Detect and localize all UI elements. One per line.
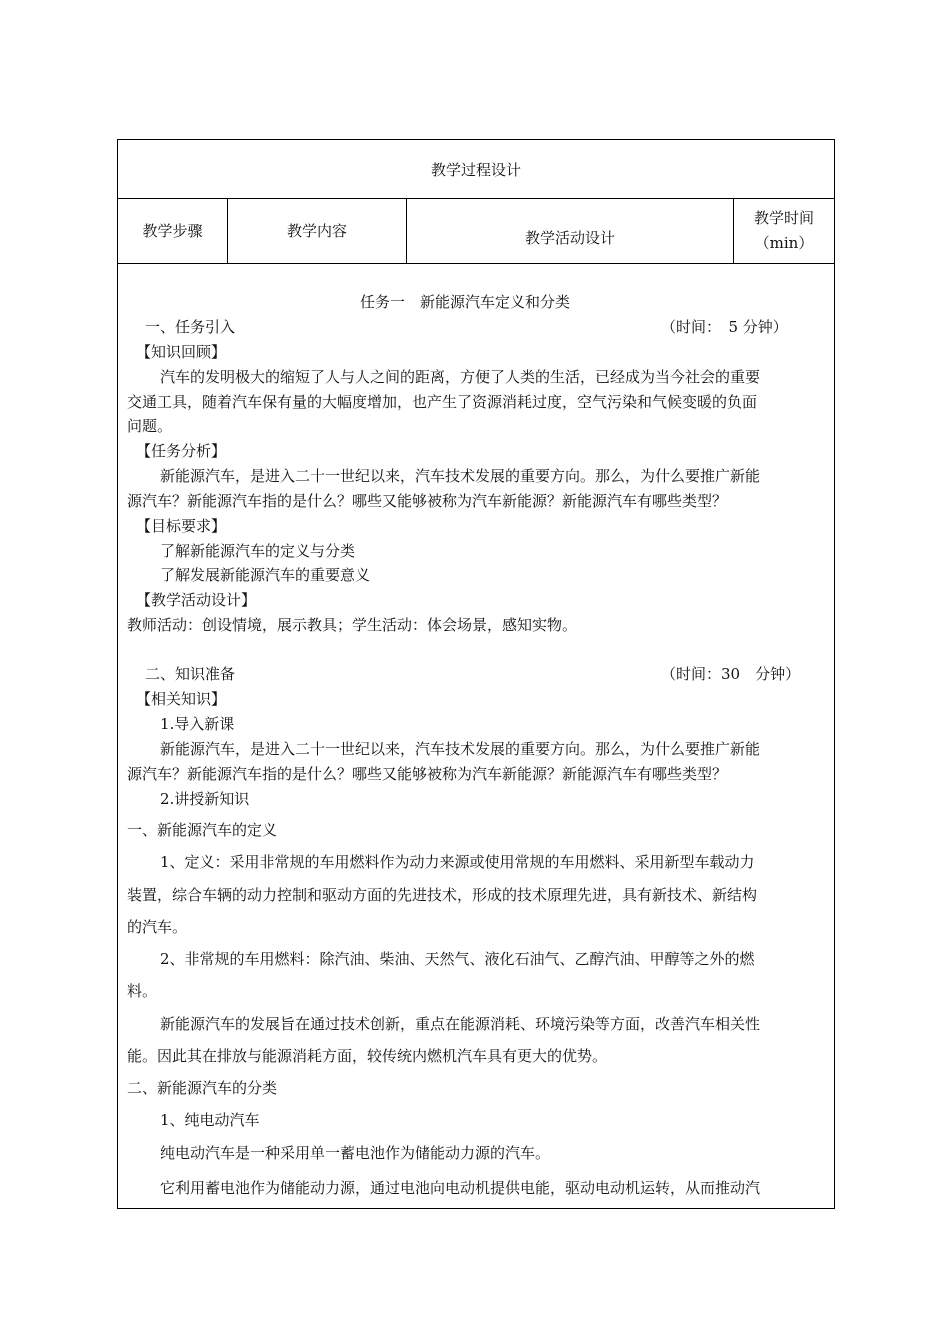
definition-line: 装置，综合车辆的动力控制和驱动方面的先进技术，形成的技术原理先进，具有新技术、新结构 bbox=[127, 886, 758, 904]
header-step: 教学步骤 bbox=[118, 198, 228, 263]
section-2-heading: 二、知识准备 bbox=[145, 665, 236, 683]
teach-item: 2.讲授新知识 bbox=[160, 790, 250, 808]
header-activity: 教学活动设计 bbox=[407, 198, 734, 263]
review-heading: 【知识回顾】 bbox=[136, 343, 227, 361]
table-title: 教学过程设计 bbox=[118, 140, 834, 199]
review-line: 汽车的发明极大的缩短了人与人之间的距离，方便了人类的生活，已经成为当今社会的重要 bbox=[160, 368, 761, 386]
header-time-label: 教学时间 bbox=[753, 208, 814, 227]
goal-line: 了解发展新能源汽车的重要意义 bbox=[160, 566, 371, 584]
development-line: 能。因此其在排放与能源消耗方面，较传统内燃机汽车具有更大的优势。 bbox=[127, 1047, 608, 1065]
fuel-line: 料。 bbox=[127, 982, 158, 1000]
definition-line: 的汽车。 bbox=[127, 918, 188, 936]
intro-item: 1.导入新课 bbox=[160, 715, 235, 733]
fuel-line: 2、非常规的车用燃料：除汽油、柴油、天然气、液化石油气、乙醇汽油、甲醇等之外的燃 bbox=[160, 950, 755, 968]
intro-line: 新能源汽车，是进入二十一世纪以来，汽车技术发展的重要方向。那么，为什么要推广新能 bbox=[160, 740, 761, 758]
goal-heading: 【目标要求】 bbox=[136, 517, 227, 535]
task-title: 任务一 新能源汽车定义和分类 bbox=[360, 293, 571, 311]
analysis-line: 新能源汽车，是进入二十一世纪以来，汽车技术发展的重要方向。那么，为什么要推广新能 bbox=[160, 467, 761, 485]
section-1-heading: 一、任务引入 bbox=[145, 318, 236, 336]
lesson-body bbox=[118, 264, 834, 1208]
definition-heading: 一、新能源汽车的定义 bbox=[127, 821, 278, 839]
section-1-time: （时间： 5 分钟） bbox=[661, 318, 788, 336]
analysis-heading: 【任务分析】 bbox=[136, 442, 227, 460]
ev-line: 纯电动汽车是一种采用单一蓄电池作为储能动力源的汽车。 bbox=[160, 1144, 551, 1162]
analysis-line: 源汽车？新能源汽车指的是什么？哪些又能够被称为汽车新能源？新能源汽车有哪些类型？ bbox=[127, 492, 728, 510]
table-header-row bbox=[118, 198, 834, 264]
classification-heading: 二、新能源汽车的分类 bbox=[127, 1079, 278, 1097]
goal-line: 了解新能源汽车的定义与分类 bbox=[160, 542, 356, 560]
related-heading: 【相关知识】 bbox=[136, 690, 227, 708]
ev-item: 1、纯电动汽车 bbox=[160, 1111, 260, 1129]
review-line: 问题。 bbox=[127, 417, 173, 435]
ev-line: 它利用蓄电池作为储能动力源，通过电池向电动机提供电能，驱动电动机运转，从而推动汽 bbox=[160, 1179, 761, 1197]
header-time bbox=[734, 198, 834, 263]
definition-line: 1、定义：采用非常规的车用燃料作为动力来源或使用常规的车用燃料、采用新型车载动力 bbox=[160, 853, 755, 871]
lesson-table bbox=[117, 139, 835, 1209]
header-time-unit: （min） bbox=[754, 233, 814, 252]
section-2-time: （时间：30 分钟） bbox=[661, 665, 801, 683]
activity-heading: 【教学活动设计】 bbox=[136, 591, 257, 609]
review-line: 交通工具，随着汽车保有量的大幅度增加，也产生了资源消耗过度，空气污染和气候变暖的负面 bbox=[127, 393, 758, 411]
development-line: 新能源汽车的发展旨在通过技术创新，重点在能源消耗、环境污染等方面，改善汽车相关性 bbox=[160, 1015, 761, 1033]
intro-line: 源汽车？新能源汽车指的是什么？哪些又能够被称为汽车新能源？新能源汽车有哪些类型？ bbox=[127, 765, 728, 783]
header-content: 教学内容 bbox=[228, 198, 407, 263]
activity-line: 教师活动：创设情境，展示教具；学生活动：体会场景，感知实物。 bbox=[127, 616, 578, 634]
